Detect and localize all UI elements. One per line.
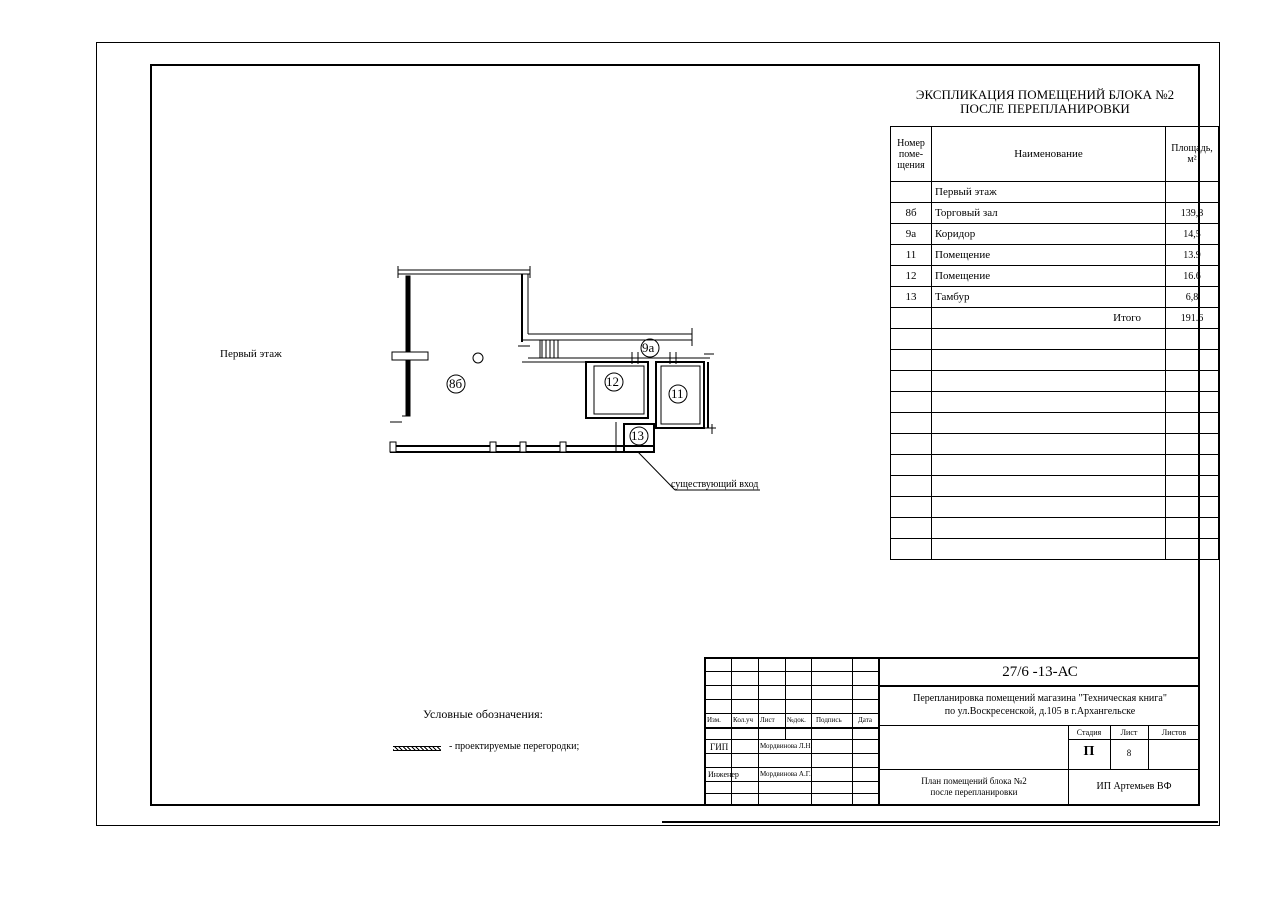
drawing-line1: План помещений блока №2 [921, 776, 1027, 786]
drawing-line2: после перепланировки [930, 787, 1018, 797]
header-area: Площадь, м² [1166, 127, 1219, 182]
col-ndok: №док. [787, 716, 806, 724]
eng-name: Мордвинова А.Г. [760, 770, 811, 778]
gip-role: ГИП [710, 742, 729, 752]
entry-label: существующий вход [671, 479, 759, 490]
empty-row [891, 350, 1219, 371]
room-name: Помещение [932, 266, 1166, 287]
explication-title-line2: ПОСЛЕ ПЕРЕПЛАНИРОВКИ [960, 101, 1130, 116]
total-row [891, 308, 1219, 329]
total-label: Итого [932, 308, 1166, 329]
sheet-bottom-line [96, 825, 1220, 826]
col-koluch: Кол.уч [733, 716, 753, 724]
empty-row [891, 329, 1219, 350]
room-area: 14,5 [1166, 224, 1219, 245]
header-name: Наименование [932, 127, 1166, 182]
empty-row [891, 371, 1219, 392]
room-area: 16.6 [1166, 266, 1219, 287]
project-line2: по ул.Воскресенской, д.105 в г.Архангельске [944, 706, 1136, 717]
room-number: 12 [891, 266, 932, 287]
empty-row [891, 392, 1219, 413]
room-number: 9а [891, 224, 932, 245]
legend-item: - проектируемые перегородки; [449, 741, 580, 752]
sheet-bottom-line-thick [662, 821, 1218, 823]
empty-row [891, 434, 1219, 455]
table-row [891, 203, 1219, 224]
project-line1: Перепланировка помещений магазина "Техническая книга" [913, 693, 1167, 704]
title-block [704, 657, 1198, 804]
partition-symbol [393, 746, 441, 751]
eng-role: Инженер [708, 770, 739, 779]
empty-row [891, 455, 1219, 476]
col-podpis: Подпись [816, 716, 842, 724]
sheet-label: Лист [1120, 728, 1138, 737]
stage-value: П [1083, 744, 1095, 759]
room-area: 139,8 [1166, 203, 1219, 224]
explication-title-line1: ЭКСПЛИКАЦИЯ ПОМЕЩЕНИЙ БЛОКА №2 [915, 87, 1175, 102]
sheet-value: 8 [1126, 748, 1132, 758]
empty-row [891, 476, 1219, 497]
document-code: 27/6 -13-АС [1002, 664, 1078, 680]
room-name: Тамбур [932, 287, 1166, 308]
col-list: Лист [760, 716, 775, 724]
col-data: Дата [858, 716, 872, 724]
gip-name: Мордвинова Л.Н [760, 742, 811, 750]
sheets-label: Листов [1161, 728, 1187, 737]
plan-floor-label: Первый этаж [220, 348, 282, 360]
room-label-11: 11 [671, 386, 684, 401]
stage-label: Стадия [1076, 728, 1102, 737]
empty-row [891, 497, 1219, 518]
room-name: Коридор [932, 224, 1166, 245]
room-label-8b: 8б [449, 376, 463, 391]
total-value: 191.6 [1166, 308, 1219, 329]
floor-row [891, 182, 1219, 203]
col-izm: Изм. [707, 716, 721, 724]
empty-row [891, 518, 1219, 539]
header-number: Номер поме-щения [891, 127, 932, 182]
company-name: ИП Артемьев ВФ [1096, 781, 1172, 792]
table-row [891, 245, 1219, 266]
table-row [891, 287, 1219, 308]
room-number: 11 [891, 245, 932, 266]
room-name: Торговый зал [932, 203, 1166, 224]
empty-row [891, 539, 1219, 560]
legend-title: Условные обозначения: [423, 707, 544, 721]
explication-title [895, 88, 1195, 116]
floor-plan [380, 262, 780, 492]
room-name: Помещение [932, 245, 1166, 266]
explication-header-row [891, 127, 1219, 182]
room-label-9a: 9а [642, 340, 655, 355]
table-row [891, 266, 1219, 287]
empty-row [891, 413, 1219, 434]
explication-table [890, 126, 1219, 560]
table-row [891, 224, 1219, 245]
room-number: 13 [891, 287, 932, 308]
floor-label: Первый этаж [932, 182, 1166, 203]
room-area: 6,8 [1166, 287, 1219, 308]
room-area: 13.9 [1166, 245, 1219, 266]
room-label-13: 13 [631, 428, 644, 443]
room-number: 8б [891, 203, 932, 224]
room-label-12: 12 [606, 374, 619, 389]
